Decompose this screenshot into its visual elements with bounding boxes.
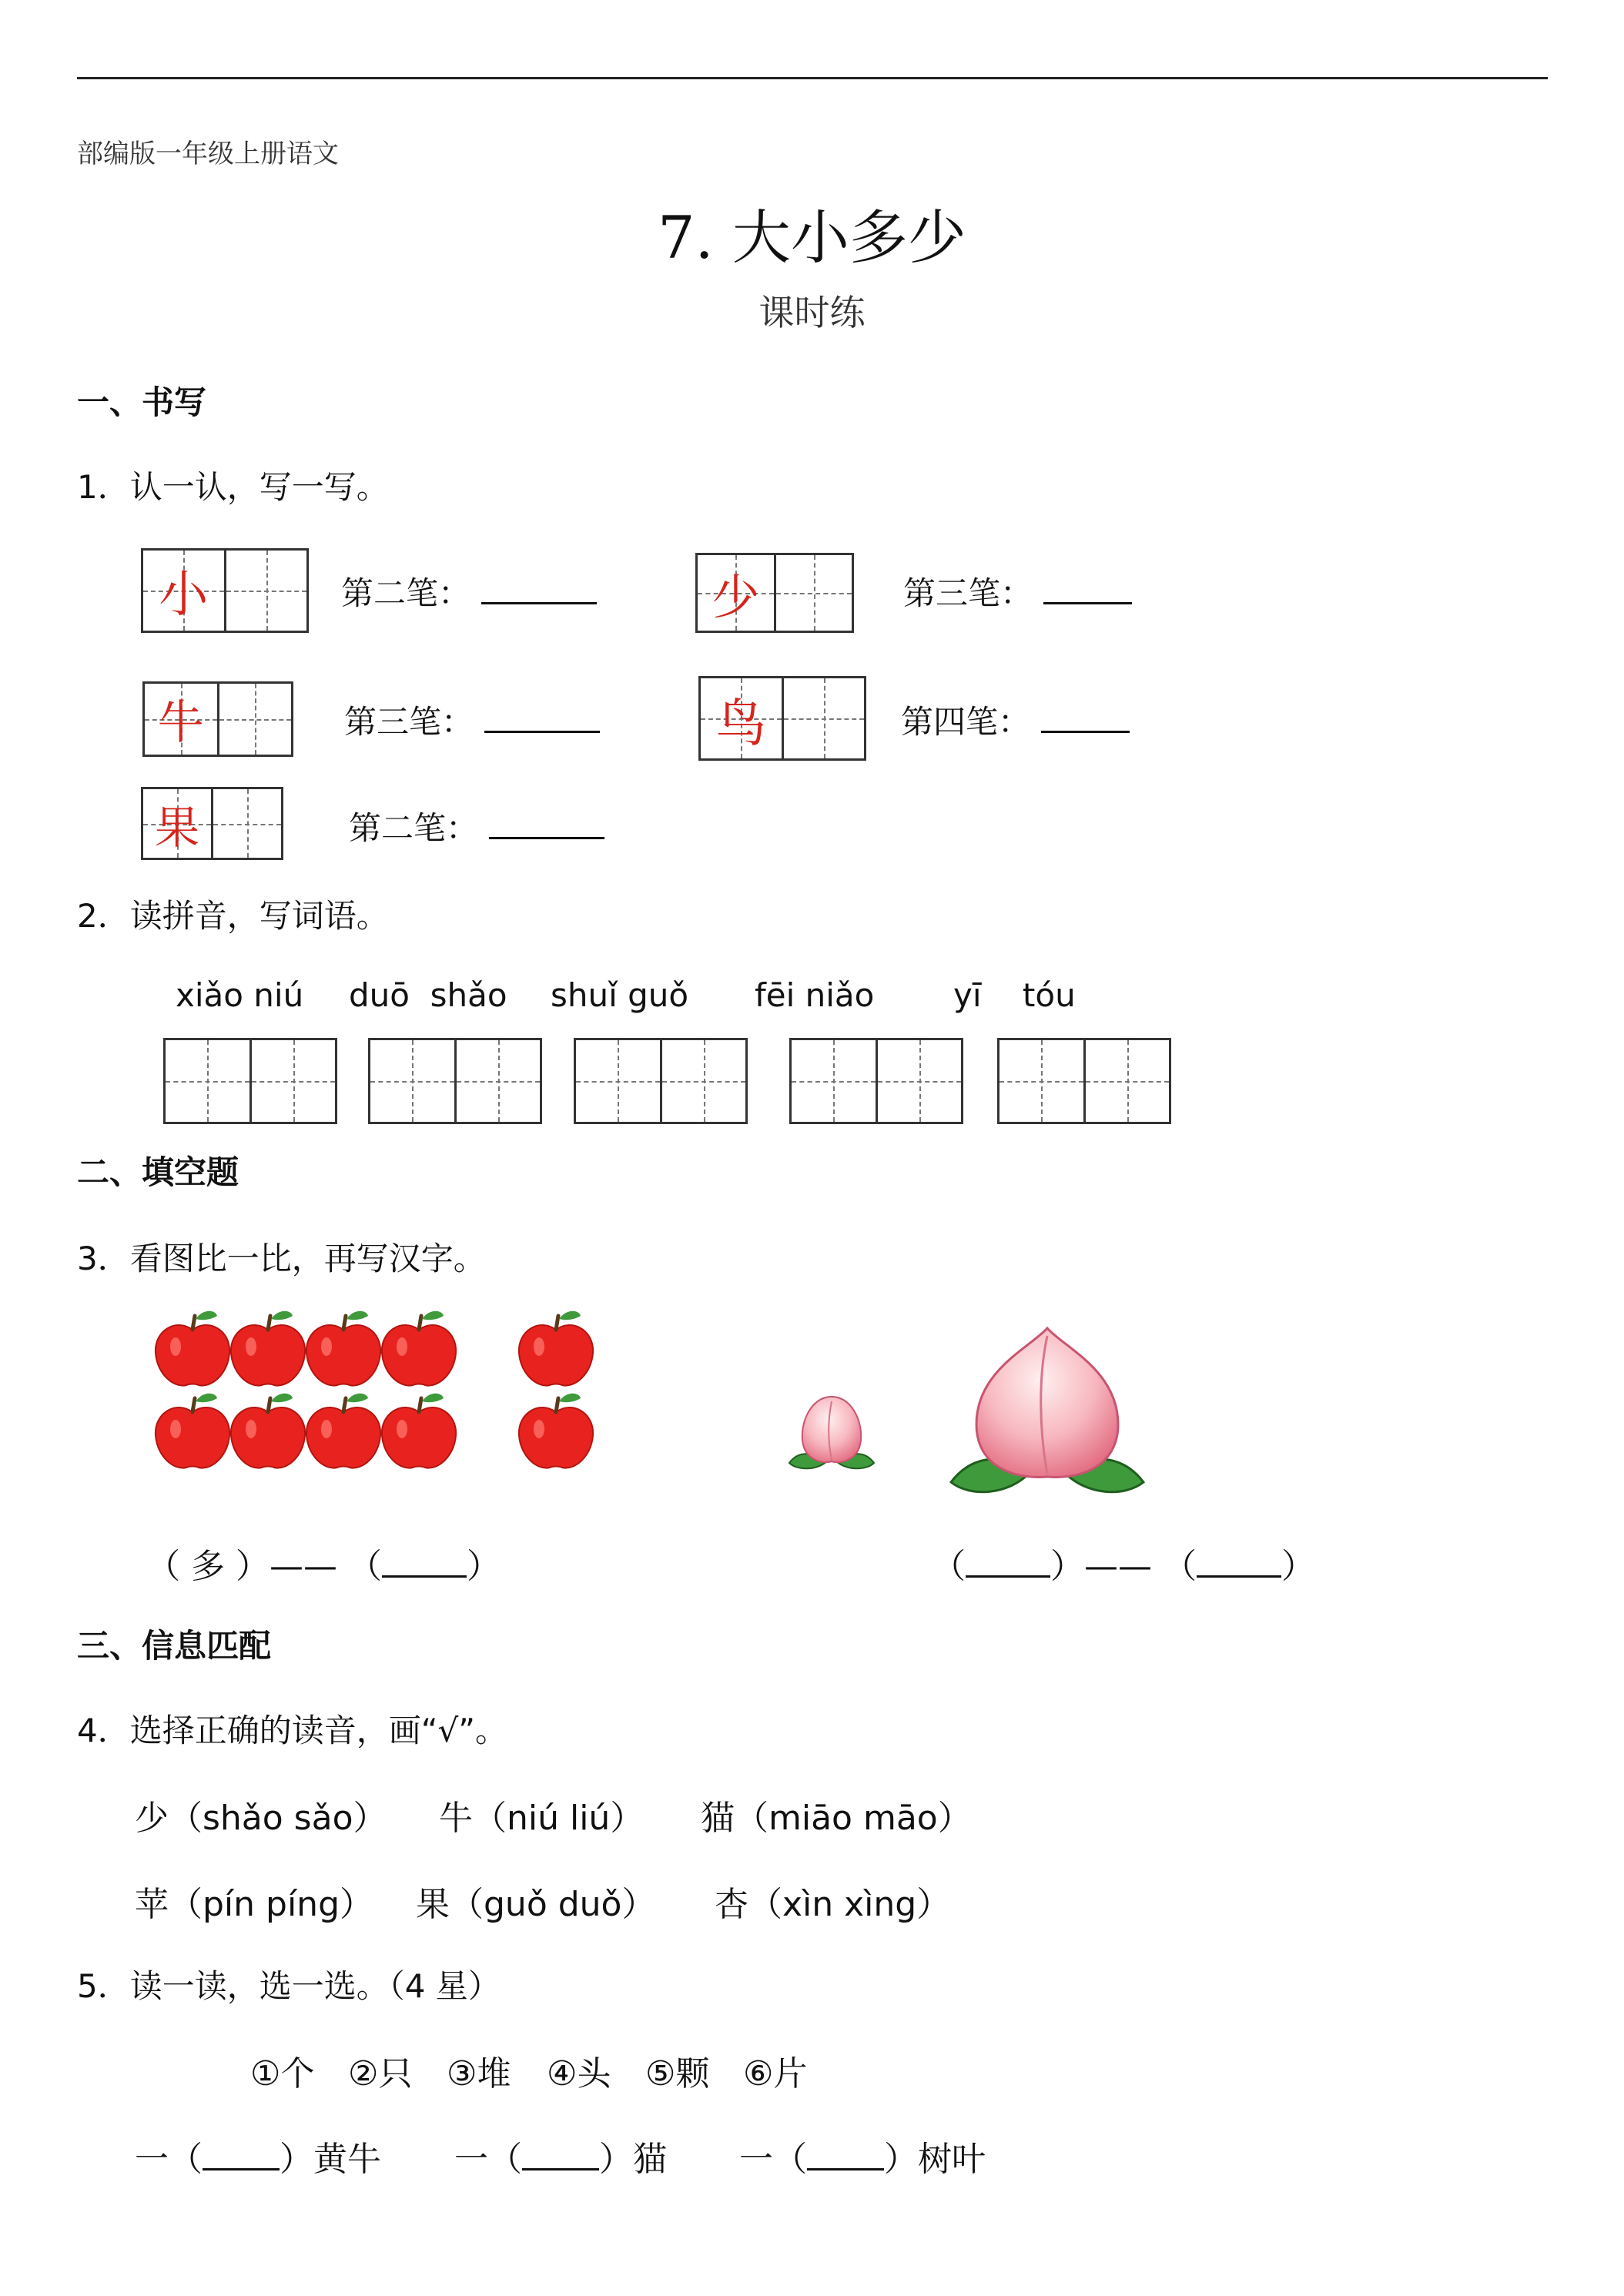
model-char: 牛 <box>157 696 204 750</box>
reading-choice[interactable]: 猫（miāo māo） <box>701 1799 972 1838</box>
fill-suffix: ）树叶 <box>884 2140 986 2179</box>
stroke-answer-blank[interactable] <box>1043 576 1132 604</box>
answer-blank[interactable] <box>203 2139 280 2170</box>
fill-prefix: 一（ <box>739 2140 807 2179</box>
q1-prompt: 1．认一认，写一写。 <box>77 468 389 506</box>
char-grid-niu <box>142 681 293 757</box>
answer-blank[interactable] <box>522 2139 599 2170</box>
stroke-answer-blank[interactable] <box>481 576 597 604</box>
q1-item-label <box>344 697 600 743</box>
q2-prompt: 2．读拼音，写词语。 <box>77 897 389 935</box>
page-title: 7. 大小多少 <box>658 203 966 272</box>
grid-cell-empty[interactable] <box>370 1040 454 1122</box>
measure-option: ⑥片 <box>743 2054 808 2094</box>
measure-option: ①个 <box>250 2054 315 2094</box>
q1-item-label <box>901 697 1130 743</box>
stroke-answer-blank[interactable] <box>484 705 600 733</box>
q3-left-answer <box>146 1538 501 1588</box>
grid-cell <box>701 678 782 758</box>
model-char: 果 <box>154 801 199 854</box>
q5-prompt: 5．读一读，选一选。（4 星） <box>77 1967 501 2005</box>
grid-cell-empty[interactable] <box>217 684 292 755</box>
reading-choice[interactable]: 苹（pín píng） <box>135 1885 373 1924</box>
grid-cell-empty[interactable] <box>876 1040 962 1122</box>
measure-option: ⑤颗 <box>645 2054 710 2094</box>
grid-cell-empty[interactable] <box>249 1040 336 1122</box>
given-answer: 多 <box>191 1547 225 1586</box>
grid-cell-empty[interactable] <box>576 1040 660 1122</box>
word-grid-3[interactable] <box>574 1038 748 1124</box>
section-title-writing: 一、书写 <box>77 383 207 421</box>
paren-close: ） <box>1281 1547 1315 1586</box>
grid-cell-empty[interactable] <box>224 551 307 631</box>
peaches-illustration <box>762 1324 1163 1501</box>
grid-cell <box>698 555 774 631</box>
pinyin-1: xiǎo niú <box>176 976 304 1014</box>
q4-prompt: 4．选择正确的读音，画“√”。 <box>77 1712 508 1749</box>
header-label: 部编版一年级上册语文 <box>77 139 339 169</box>
pinyin-2: duō shǎo <box>349 976 507 1014</box>
stroke-answer-blank[interactable] <box>489 811 604 839</box>
char-grid-guo <box>141 787 283 860</box>
pinyin-5: yī tóu <box>953 976 1076 1014</box>
grid-cell-empty[interactable] <box>211 789 281 858</box>
fill-prefix: 一（ <box>454 2140 522 2179</box>
fill-suffix: ）猫 <box>599 2140 667 2179</box>
grid-cell-empty[interactable] <box>782 678 865 758</box>
char-grid-shao <box>695 553 854 633</box>
paren-open: （ <box>146 1547 191 1586</box>
grid-cell <box>145 684 217 755</box>
answer-blank[interactable] <box>1197 1546 1281 1578</box>
model-char: 鸟 <box>715 693 767 753</box>
grid-cell-empty[interactable] <box>166 1040 249 1122</box>
measure-option: ③堆 <box>447 2054 511 2094</box>
paren-open: （ <box>932 1547 966 1586</box>
measure-option: ④头 <box>547 2054 611 2094</box>
reading-choice[interactable]: 少（shǎo sǎo） <box>135 1799 387 1838</box>
reading-choice[interactable]: 果（guǒ duǒ） <box>416 1885 656 1924</box>
model-char: 少 <box>712 568 760 625</box>
dash-separator: ）—— （ <box>225 1547 382 1586</box>
page-subtitle: 课时练 <box>758 292 866 333</box>
grid-cell-empty[interactable] <box>792 1040 876 1122</box>
stroke-label-text: 第二笔： <box>341 574 471 612</box>
measure-fill-2 <box>454 2131 667 2181</box>
grid-cell <box>143 551 224 631</box>
pinyin-3: shuǐ guǒ <box>551 976 689 1014</box>
q1-item-label <box>341 568 597 614</box>
word-grid-5[interactable] <box>997 1038 1171 1124</box>
grid-cell-empty[interactable] <box>1000 1040 1083 1122</box>
fill-prefix: 一（ <box>135 2140 203 2179</box>
stroke-label-text: 第三笔： <box>903 574 1033 612</box>
stroke-answer-blank[interactable] <box>1041 705 1130 733</box>
grid-cell-empty[interactable] <box>1083 1040 1170 1122</box>
answer-blank[interactable] <box>966 1546 1050 1578</box>
char-grid-xiao <box>141 548 309 633</box>
word-grid-4[interactable] <box>789 1038 963 1124</box>
section-title-fill: 二、填空题 <box>77 1153 239 1191</box>
q1-item-label <box>903 568 1132 614</box>
paren-close: ） <box>466 1547 501 1586</box>
q1-item-label <box>349 803 604 849</box>
q3-prompt: 3．看图比一比，再写汉字。 <box>77 1240 486 1277</box>
small-peach <box>789 1397 874 1468</box>
model-char: 小 <box>159 567 209 624</box>
answer-blank[interactable] <box>382 1546 467 1578</box>
grid-cell-empty[interactable] <box>454 1040 541 1122</box>
measure-fill-1 <box>135 2131 381 2181</box>
pinyin-4: fēi niǎo <box>755 976 875 1014</box>
stroke-label-text: 第四笔： <box>901 703 1031 741</box>
reading-choice[interactable]: 牛（niú liú） <box>439 1799 645 1838</box>
answer-blank[interactable] <box>807 2139 884 2170</box>
q3-right-answer <box>932 1538 1315 1588</box>
measure-option: ②只 <box>348 2054 413 2094</box>
word-grid-1[interactable] <box>163 1038 337 1124</box>
section-title-matching: 三、信息匹配 <box>77 1627 272 1665</box>
top-rule <box>77 77 1548 79</box>
grid-cell-empty[interactable] <box>660 1040 746 1122</box>
stroke-label-text: 第二笔： <box>349 809 479 847</box>
fill-suffix: ）黄牛 <box>280 2140 381 2179</box>
grid-cell <box>143 789 211 858</box>
reading-choice[interactable]: 杏（xìn xìng） <box>715 1885 951 1924</box>
char-grid-niao <box>698 676 866 761</box>
apples-illustration <box>146 1301 608 1486</box>
dash-separator: ）—— （ <box>1050 1547 1197 1586</box>
grid-cell-empty[interactable] <box>774 555 852 631</box>
big-peach <box>951 1328 1143 1492</box>
word-grid-2[interactable] <box>368 1038 542 1124</box>
stroke-label-text: 第三笔： <box>344 703 474 741</box>
measure-fill-3 <box>739 2131 986 2181</box>
